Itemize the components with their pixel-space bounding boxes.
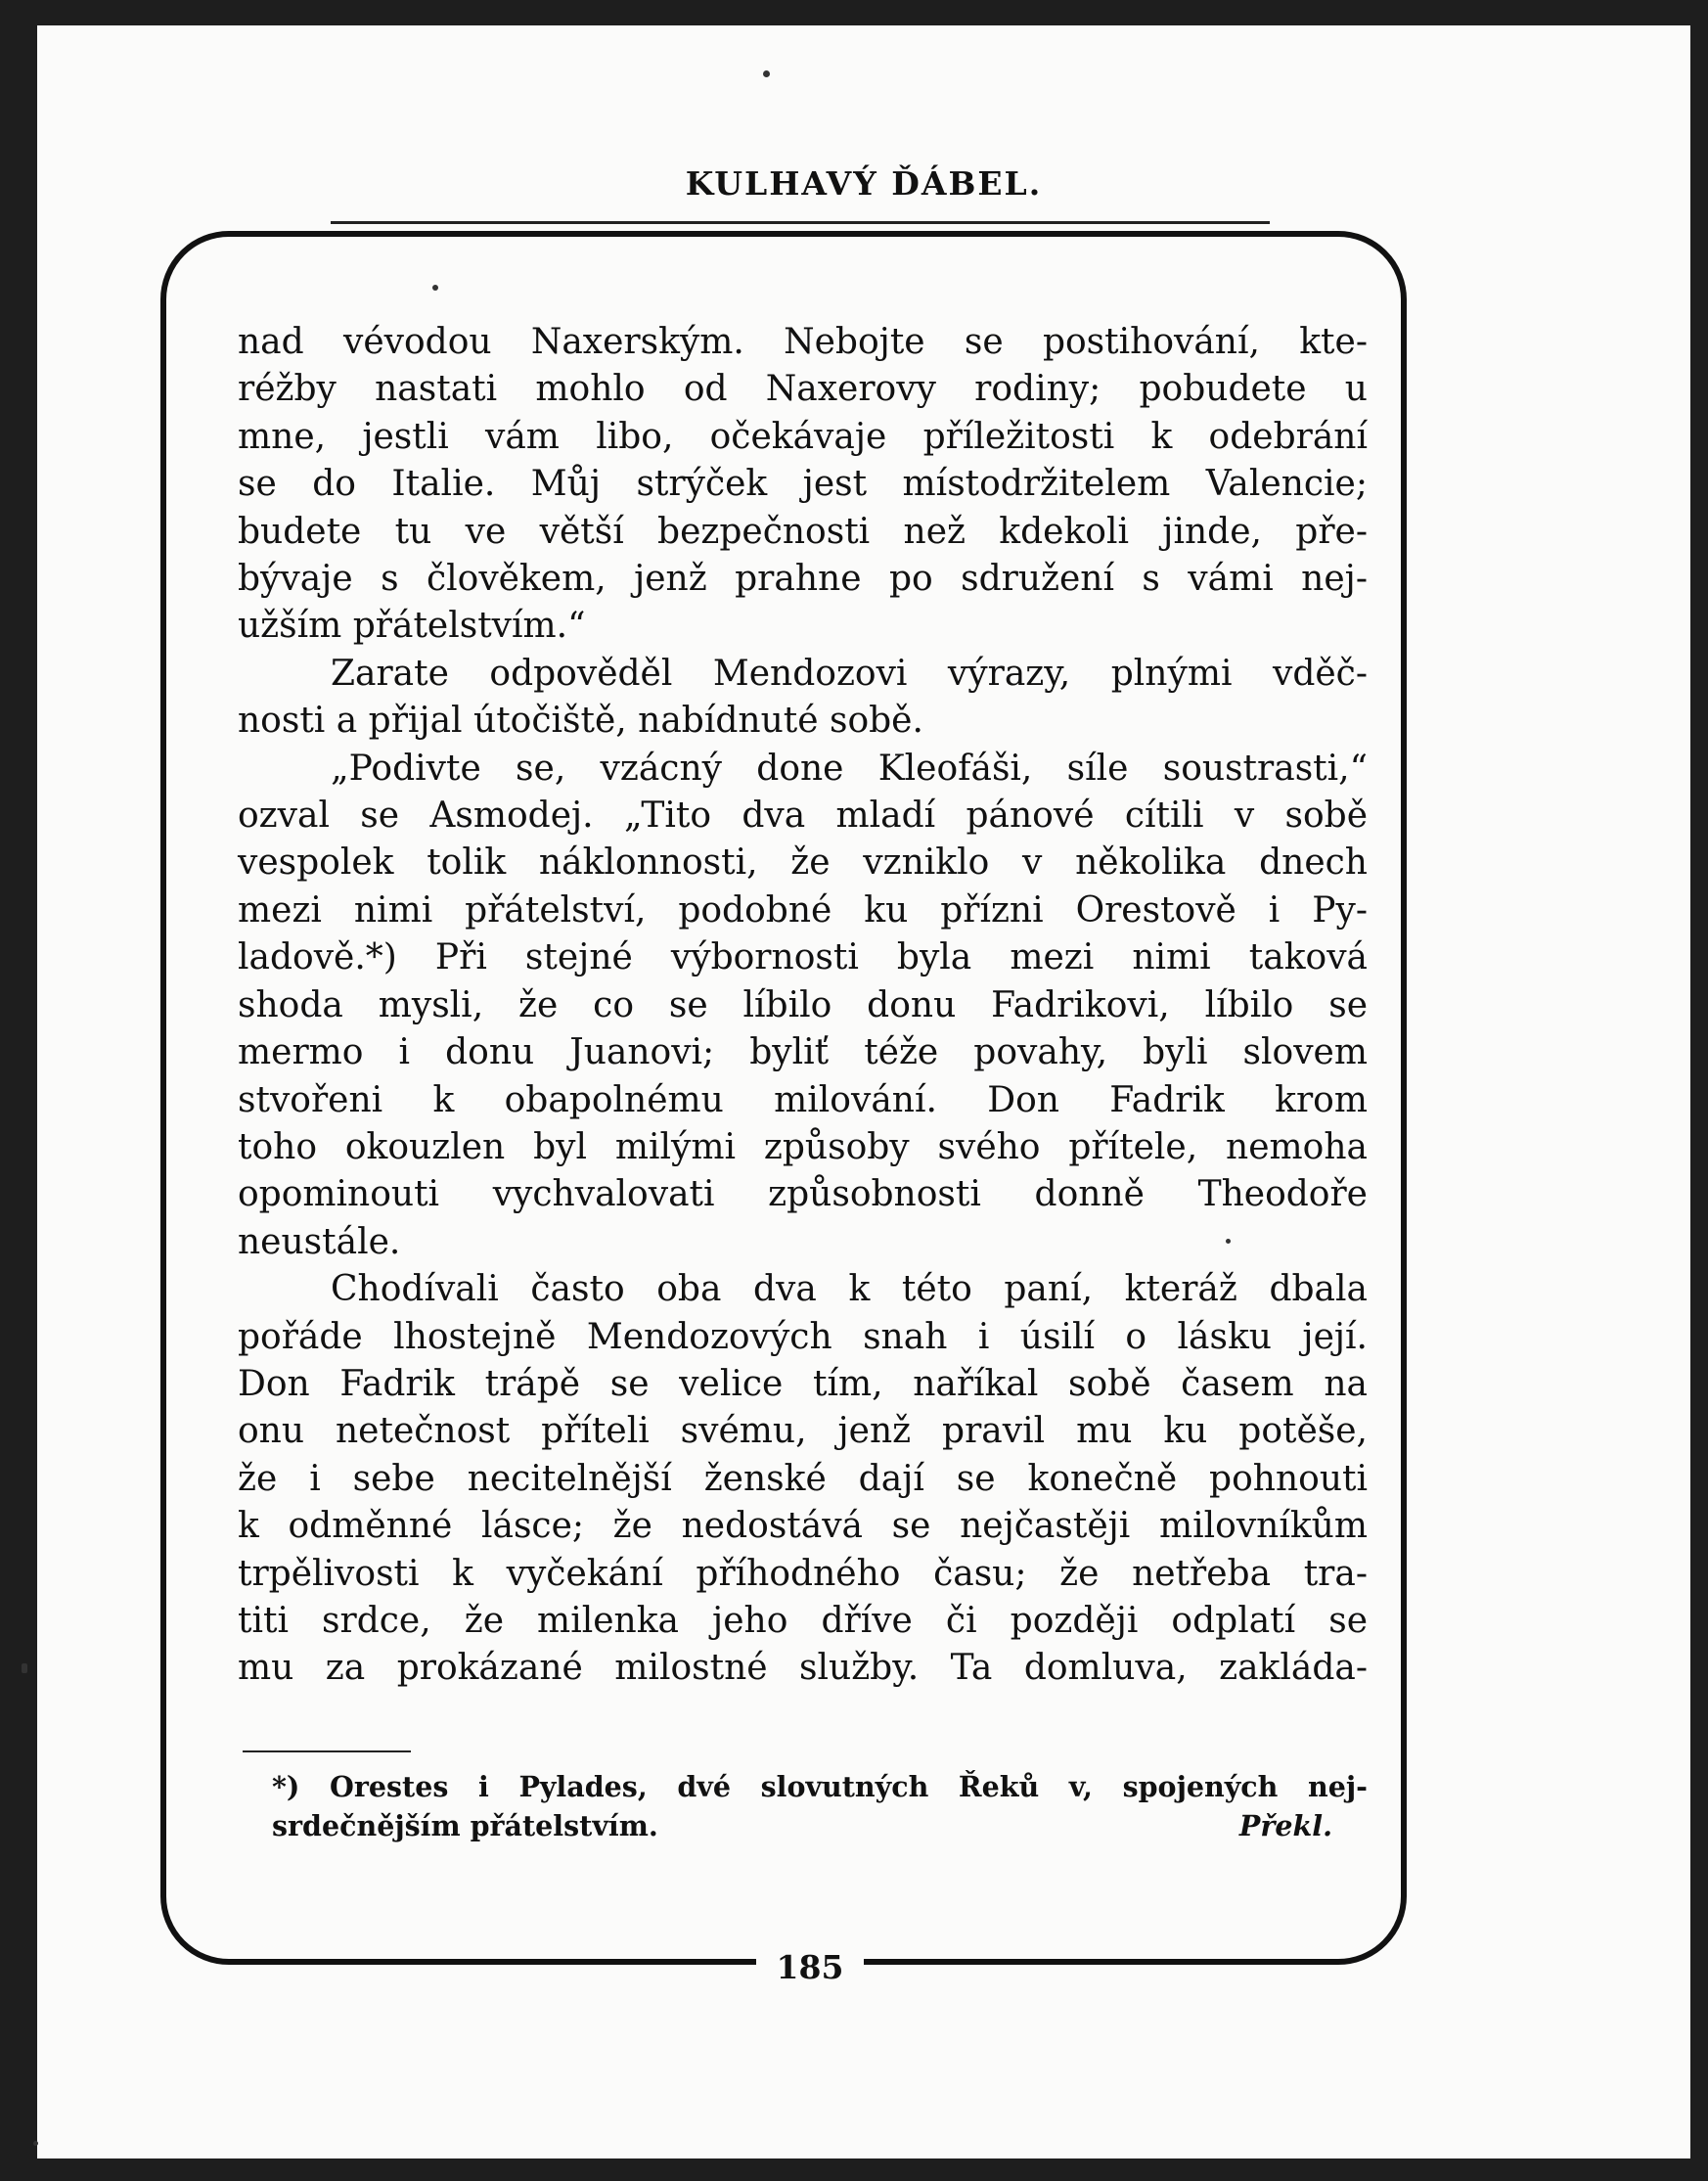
running-head: KULHAVÝ ĎÁBEL. — [685, 164, 1043, 203]
text-line: se do Italie. Můj strýček jest místodržitelem Valencie; — [238, 464, 1368, 505]
text-line: trpělivosti k vyčekání příhodného času; že netřeba tra- — [238, 1553, 1368, 1594]
text-line: stvořeni k obapolnému milování. Don Fadrik krom — [238, 1079, 1368, 1120]
text-line: shoda mysli, že co se líbilo donu Fadrikovi, líbilo se — [238, 984, 1368, 1025]
text-line: mu za prokázané milostné služby. Ta domluva, zakláda- — [238, 1648, 1368, 1689]
body-text — [238, 319, 1368, 1693]
ink-speck — [33, 2141, 38, 2146]
footnote-text: srdečnějším přátelstvím. — [272, 1809, 658, 1842]
text-line: neustále. — [238, 1221, 401, 1262]
text-line: titi srdce, že milenka jeho dříve či později odplatí se — [238, 1600, 1368, 1641]
text-line: užším přátelstvím.“ — [238, 606, 586, 647]
text-line: mezi nimi přátelství, podobné ku přízni Orestově i Py- — [238, 889, 1368, 931]
text-line: réžby nastati mohlo od Naxerovy rodiny; pobudete u — [238, 369, 1368, 410]
text-line: bývaje s člověkem, jenž prahne po sdružení s vámi nej- — [238, 559, 1368, 600]
footnote-marker: *) — [272, 1770, 300, 1803]
text-line: nad vévodou Naxerským. Nebojte se postihování, kte- — [238, 322, 1368, 362]
folio-area — [37, 1948, 1690, 1987]
book-page — [37, 25, 1690, 2158]
text-line: nosti a přijal útočiště, nabídnuté sobě. — [238, 701, 923, 742]
frame-top-rule — [331, 221, 1270, 224]
text-line: opominouti vychvalovati způsobnosti donně Theodoře — [238, 1174, 1368, 1215]
footnote-rule — [243, 1750, 411, 1752]
text-line: že i sebe necitelnější ženské dají se konečně pohnouti — [238, 1458, 1368, 1499]
footnote — [272, 1767, 1368, 1845]
footnote-line — [272, 1767, 1368, 1806]
text-line: onu netečnost příteli svému, jenž pravil mu ku potěše, — [238, 1411, 1368, 1452]
text-line: Chodívali často oba dva k této paní, kteráž dbala — [331, 1269, 1368, 1310]
text-line: pořáde lhostejně Mendozových snah i úsilí o lásku její. — [238, 1316, 1368, 1357]
page-number: 185 — [756, 1948, 864, 1987]
ink-speck — [22, 1663, 27, 1673]
ink-speck — [763, 70, 770, 77]
footnote-text: Orestes i Pylades, dvé slovutných Řeků v, spojených nej- — [330, 1770, 1368, 1803]
text-line: k odměnné lásce; že nedostává se nejčastěji milovníkům — [238, 1506, 1368, 1547]
text-line: ozval se Asmodej. „Tito dva mladí pánové cítili v sobě — [238, 795, 1368, 837]
text-line: Don Fadrik trápě se velice tím, naříkal sobě časem na — [238, 1363, 1368, 1404]
text-line: vespolek tolik náklonnosti, že vzniklo v několika dnech — [238, 842, 1368, 884]
text-line: ladově.*) Při stejné výbornosti byla mezi nimi taková — [238, 937, 1368, 978]
footnote-line — [272, 1806, 1368, 1845]
ink-speck — [432, 285, 438, 291]
text-line: „Podivte se, vzácný done Kleofáši, síle soustrasti,“ — [331, 748, 1368, 789]
text-line: toho okouzlen byl milými způsoby svého přítele, nemoha — [238, 1126, 1368, 1167]
text-line: budete tu ve větší bezpečnosti než kdekoli jinde, pře- — [238, 511, 1368, 552]
text-line: mermo i donu Juanovi; byliť téže povahy, byli slovem — [238, 1032, 1368, 1073]
ink-speck — [1226, 1239, 1231, 1244]
translator-note: Překl. — [1238, 1809, 1332, 1842]
text-line: mne, jestli vám libo, očekávaje příležitosti k odebrání — [238, 416, 1368, 457]
text-line: Zarate odpověděl Mendozovi výrazy, plnými vděč- — [331, 653, 1368, 694]
